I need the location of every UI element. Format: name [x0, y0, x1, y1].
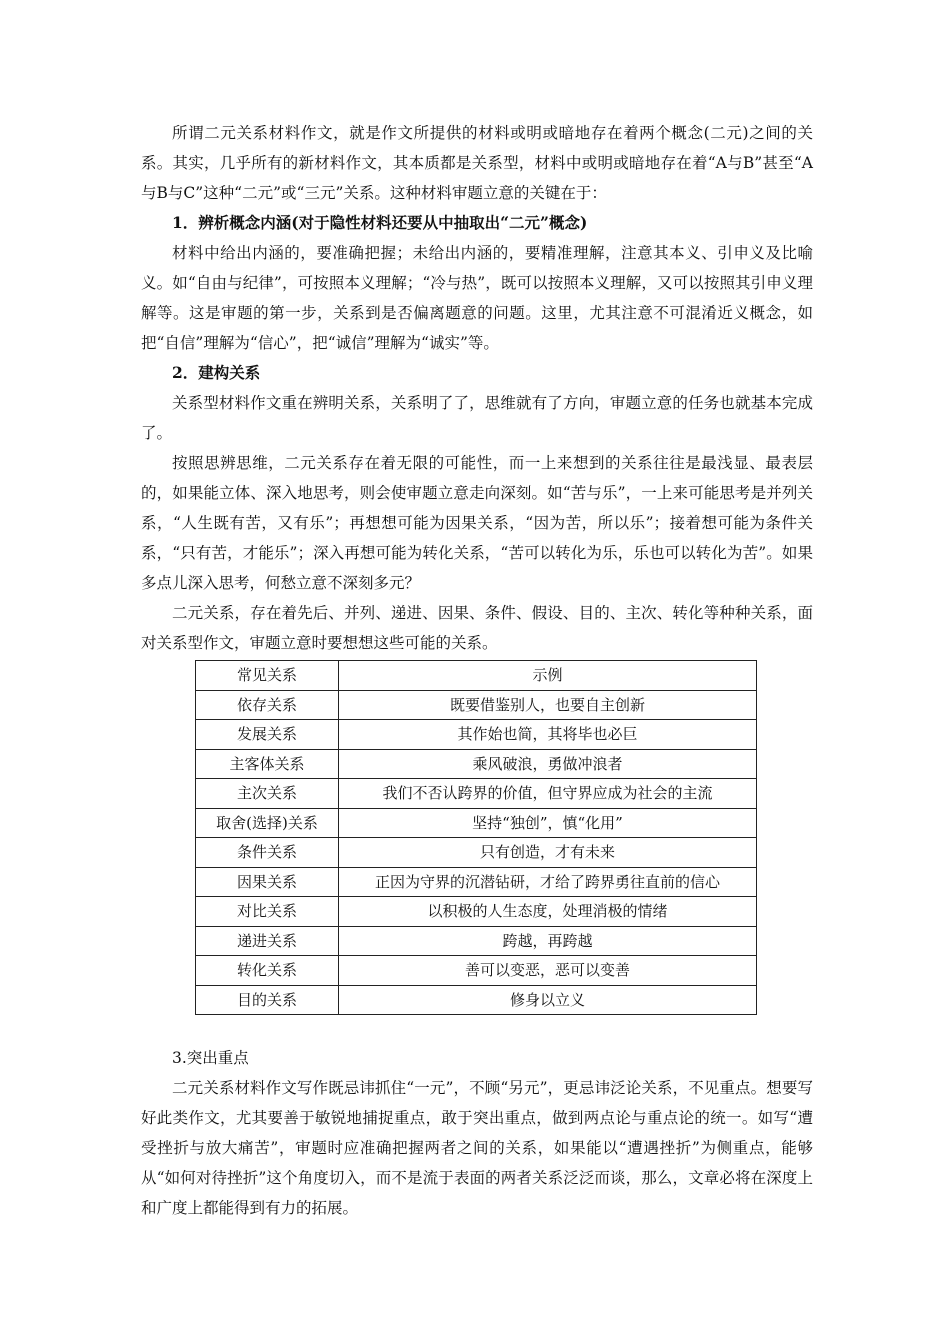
spacer	[141, 1015, 813, 1043]
table-header-cell: 常见关系	[196, 661, 339, 691]
example-cell: 既要借鉴别人，也要自主创新	[339, 690, 757, 720]
table-row	[196, 690, 757, 720]
example-cell: 其作始也简，其将毕也必巨	[339, 720, 757, 750]
document-page	[141, 118, 813, 1223]
table-header-cell: 示例	[339, 661, 757, 691]
example-cell: 善可以变恶，恶可以变善	[339, 956, 757, 986]
table-row	[196, 779, 757, 809]
table-row	[196, 985, 757, 1015]
example-cell: 只有创造，才有未来	[339, 838, 757, 868]
section-2-paragraph-1: 关系型材料作文重在辨明关系，关系明了了，思维就有了方向，审题立意的任务也就基本完成了。	[141, 394, 813, 442]
relation-type-cell: 主次关系	[196, 779, 339, 809]
relation-type-cell: 转化关系	[196, 956, 339, 986]
section-3-body: 二元关系材料作文写作既忌讳抓住“一元”，不顾“另元”，更忌讳泛论关系，不见重点。想要写好此类作文，尤其要善于敏锐地捕捉重点，敢于突出重点，做到两点论与重点论的统一。如写“遭受挫折与放大痛苦”，审题时应准确把握两者之间的关系，如果能以“遭遇挫折”为侧重点，能够从“如何对待挫折”这个角度切入，而不是流于表面的两者关系泛泛而谈，那么，文章必将在深度上和广度上都能得到有力的拓展。	[141, 1079, 813, 1217]
example-cell: 正因为守界的沉潜钻研，才给了跨界勇往直前的信心	[339, 867, 757, 897]
section-2-heading: 2．建构关系	[172, 363, 261, 382]
table-row	[196, 897, 757, 927]
relation-type-cell: 对比关系	[196, 897, 339, 927]
relation-type-cell: 条件关系	[196, 838, 339, 868]
relation-table	[195, 660, 757, 1015]
table-row	[196, 926, 757, 956]
example-cell: 坚持“独创”，慎“化用”	[339, 808, 757, 838]
section-1-body: 材料中给出内涵的，要准确把握；未给出内涵的，要精准理解，注意其本义、引申义及比喻义。如“自由与纪律”，可按照本义理解；“冷与热”，既可以按照本义理解，又可以按照其引申义理解等。这是审题的第一步，关系到是否偏离题意的问题。这里，尤其注意不可混淆近义概念，如把“自信”理解为“信心”，把“诚信”理解为“诚实”等。	[141, 244, 813, 352]
relation-type-cell: 递进关系	[196, 926, 339, 956]
example-cell: 以积极的人生态度，处理消极的情绪	[339, 897, 757, 927]
relation-type-cell: 主客体关系	[196, 749, 339, 779]
relation-type-cell: 因果关系	[196, 867, 339, 897]
table-row	[196, 956, 757, 986]
example-cell: 乘风破浪，勇做冲浪者	[339, 749, 757, 779]
section-3-heading: 3.突出重点	[172, 1049, 249, 1067]
section-2-paragraph-2: 按照思辨思维，二元关系存在着无限的可能性，而一上来想到的关系往往是最浅显、最表层的，如果能立体、深入地思考，则会使审题立意走向深刻。如“苦与乐”，一上来可能思考是并列关系，“人生既有苦，又有乐”；再想想可能为因果关系，“因为苦，所以乐”；接着想可能为条件关系，“只有苦，才能乐”；深入再想可能为转化关系，“苦可以转化为乐，乐也可以转化为苦”。如果多点儿深入思考，何愁立意不深刻多元？	[141, 454, 813, 592]
table-row	[196, 838, 757, 868]
section-1-heading: 1．辨析概念内涵(对于隐性材料还要从中抽取出“二元”概念)	[172, 213, 588, 232]
table-row	[196, 720, 757, 750]
example-cell: 修身以立义	[339, 985, 757, 1015]
relation-type-cell: 发展关系	[196, 720, 339, 750]
table-row	[196, 867, 757, 897]
relation-type-cell: 依存关系	[196, 690, 339, 720]
relation-type-cell: 取舍(选择)关系	[196, 808, 339, 838]
table-header-row	[196, 661, 757, 691]
table-row	[196, 808, 757, 838]
relation-type-cell: 目的关系	[196, 985, 339, 1015]
table-row	[196, 749, 757, 779]
section-2-paragraph-3: 二元关系，存在着先后、并列、递进、因果、条件、假设、目的、主次、转化等种种关系，面对关系型作文，审题立意时要想想这些可能的关系。	[141, 604, 813, 652]
example-cell: 跨越，再跨越	[339, 926, 757, 956]
intro-paragraph: 所谓二元关系材料作文，就是作文所提供的材料或明或暗地存在着两个概念(二元)之间的关系。其实，几乎所有的新材料作文，其本质都是关系型，材料中或明或暗地存在着“A与B”甚至“A与B与C”这种“二元”或“三元”关系。这种材料审题立意的关键在于：	[141, 124, 813, 202]
example-cell: 我们不否认跨界的价值，但守界应成为社会的主流	[339, 779, 757, 809]
